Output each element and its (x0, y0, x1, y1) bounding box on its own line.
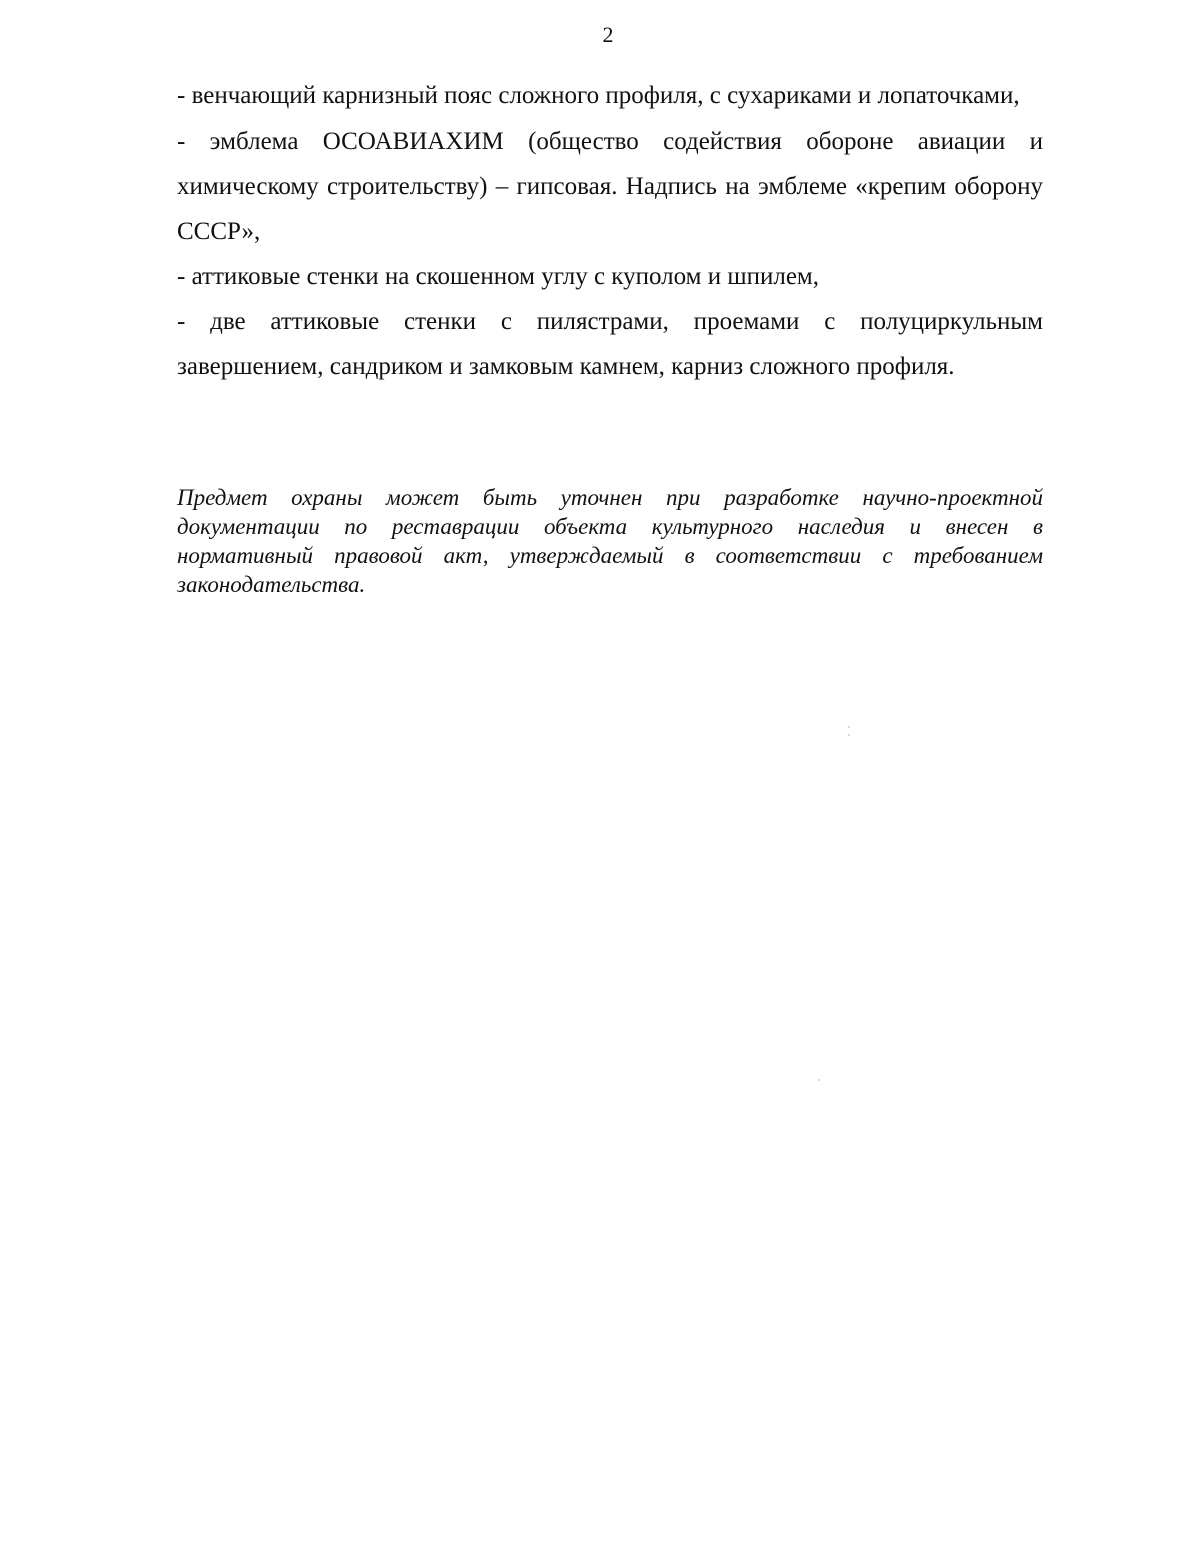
page-number: 2 (602, 22, 614, 47)
list-item: - эмблема ОСОАВИАХИМ (общество содействия обороне авиации и химическому строительству) – гипсовая. Надпись на эмблеме «крепим оборону СССР», (177, 128, 1043, 245)
list-item: - две аттиковые стенки с пилястрами, проемами с полуциркульным завершением, сандриком и замковым камнем, карниз сложного профиля. (177, 308, 1043, 380)
list-item: - венчающий карнизный пояс сложного профиля, с сухариками и лопаточками, (177, 82, 1020, 109)
item-list (177, 74, 1043, 389)
list-item: - аттиковые стенки на скошенном углу с куполом и шпилем, (177, 263, 819, 290)
scan-speck (848, 726, 850, 728)
scan-speck (848, 734, 850, 736)
protection-note: Предмет охраны может быть уточнен при разработке научно-проектной документации по реставрации объекта культурного наследия и внесен в нормативный правовой акт, утверждаемый в соответствии с требованием законодательства. (177, 485, 1043, 597)
scan-speck (818, 1079, 820, 1081)
